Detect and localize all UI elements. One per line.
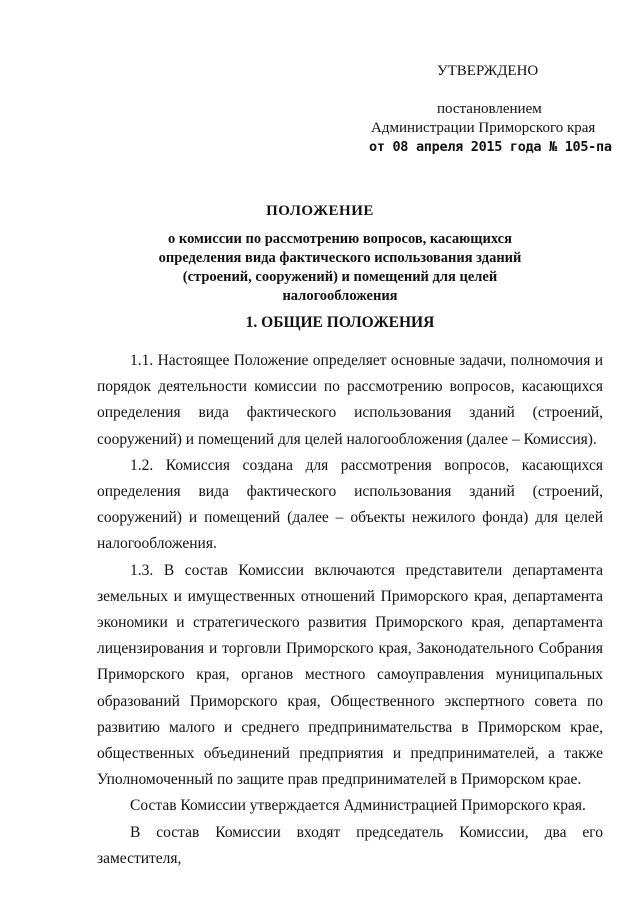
- resolution-label: постановлением: [437, 101, 542, 117]
- paragraph-composition: Состав Комиссии утверждается Администрацией Приморского края.: [130, 797, 586, 815]
- paragraph-1-2: 1.2. Комиссия создана для рассмотрения вопросов, касающихся определения вида фактического использования зданий (строений, сооружений) и помещений (далее – объекты нежилого фонда) для целей налогообложения.: [97, 456, 603, 553]
- document-title: ПОЛОЖЕНИЕ: [266, 203, 374, 219]
- paragraph-members: В состав Комиссии входят председатель Комиссии, два его заместителя,: [97, 823, 603, 867]
- document-subtitle: о комиссии по рассмотрению вопросов, касающихся определения вида фактического использования зданий (строений, сооружений) и помещений для целей налогообложения: [158, 231, 522, 304]
- document-body: [97, 348, 603, 872]
- section-heading: 1. ОБЩИЕ ПОЛОЖЕНИЯ: [245, 314, 435, 331]
- paragraph-1-1: 1.1. Настоящее Положение определяет основные задачи, полномочия и порядок деятельности комиссии по рассмотрению вопросов, касающихся определения вида фактического использования зданий (строений, сооружений) и помещений для целей налогообложения (далее – Комиссия).: [97, 352, 603, 448]
- resolution-date-stamp: от 08 апреля 2015 года № 105-па: [369, 139, 612, 155]
- paragraph-1-3: 1.3. В состав Комиссии включаются представители департамента земельных и имущественных отношений Приморского края, департамента экономики и стратегического развития Приморского края, департамента лицензирования и торговли Приморского края, Законодательного Собрания Приморского края, органов местного самоуправления муниципальных образований Приморского края, Общественного экспертного совета по развитию малого и среднего предпринимательства в Приморском крае, общественных объединений предприятия и предпринимателей, а также Уполномоченный по защите прав предпринимателей в Приморском крае.: [97, 561, 603, 789]
- approved-label: УТВЕРЖДЕНО: [437, 63, 539, 79]
- administration-label: Администрации Приморского края: [371, 120, 596, 136]
